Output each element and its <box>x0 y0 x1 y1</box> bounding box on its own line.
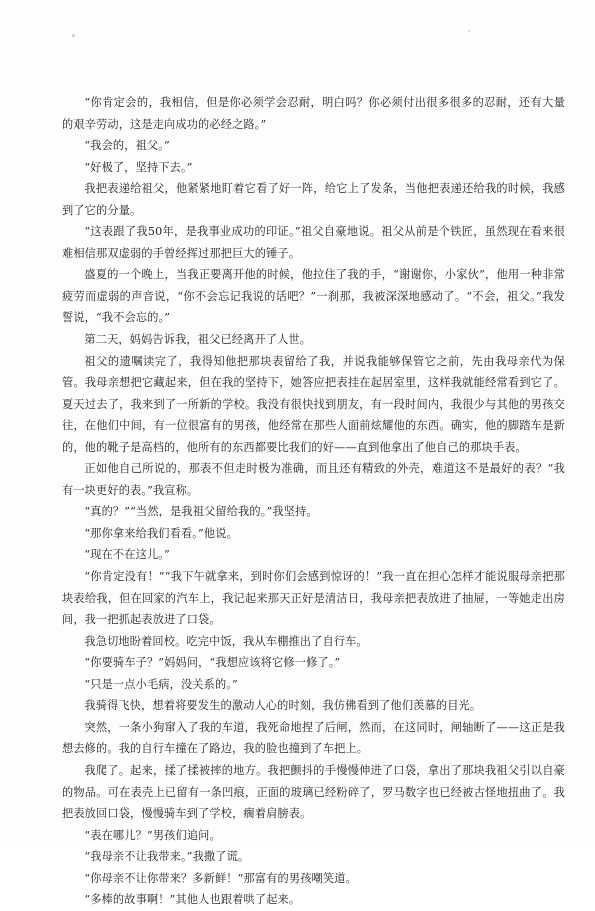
paragraph: 正如他自己所说的，那表不但走时极为准确，而且还有精致的外壳，难道这不是最好的表？“我有一块更好的表。”我宣称。 <box>62 462 565 497</box>
paragraph: “你肯定会的，我相信，但是你必须学会忍耐，明白吗？你必须付出很多很多的忍耐，还有大量的艰辛劳动，这是走向成功的必经之路。” <box>62 96 565 131</box>
paragraph: 盛夏的一个晚上，当我正要离开他的时候，他拉住了我的手，“谢谢你，小家伙”，他用一种非常疲劳而虚弱的声音说，“你不会忘记我说的话吧？”一刹那，我被深深地感动了。“不会，祖父。”我发誓说，“我不会忘的。” <box>62 268 565 325</box>
paragraph: “多棒的故事啊！”其他人也跟着哄了起来。 <box>84 893 301 907</box>
paragraph: “现在不在这儿。” <box>84 548 170 562</box>
paragraph: 第二天，妈妈告诉我，祖父已经离开了人世。 <box>84 333 312 347</box>
paragraph: “表在哪儿？”男孩们追问。 <box>84 828 221 842</box>
paragraph: “真的？”“当然，是我祖父留给我的。”我坚持。 <box>84 505 318 519</box>
scan-speck <box>468 30 470 32</box>
scan-speck <box>72 34 75 37</box>
paragraph: 我急切地盼着回校。吃完中饭，我从车棚推出了自行车。 <box>84 634 368 648</box>
paragraph: “好极了，坚持下去。” <box>84 160 193 174</box>
paragraph: “你母亲不让你带来？多新鲜！”那富有的男孩嘲笑道。 <box>84 871 357 885</box>
body-text <box>62 92 565 911</box>
paragraph: 我把表递给祖父，他紧紧地盯着它看了好一阵，给它上了发条，当他把表递还给我的时候，我感到了它的分量。 <box>62 182 565 217</box>
paragraph: “你肯定没有！”“我下午就拿来，到时你们会感到惊讶的！”我一直在担心怎样才能说服母亲把那块表给我，但在回家的汽车上，我记起来那天正好是清洁日，我母亲把表放进了抽屉，一等她走出房间，我一把抓起表放进了口袋。 <box>62 570 565 627</box>
paragraph: “你要骑车子？”妈妈问，“我想应该将它修一修了。” <box>84 656 341 670</box>
paragraph: “只是一点小毛病，没关系的。” <box>84 677 238 691</box>
paragraph: 祖父的遗嘱读完了，我得知他把那块表留给了我，并说我能够保管它之前，先由我母亲代为保管。我母亲想把它藏起来，但在我的坚持下，她答应把表挂在起居室里，这样我就能经常看到它了。夏天过去了，我来到了一所新的学校。我没有很快找到朋友，有一段时间内，我很少与其他的男孩交往，在他们中间，有一位很富有的男孩，他经常在那些人面前炫耀他的东西。确实，他的脚踏车是新的，他的靴子是高档的，他所有的东西都要比我们的好——直到他拿出了他自己的那块手表。 <box>62 354 565 454</box>
paragraph: “那你拿来给我们看看。”他说。 <box>84 526 238 540</box>
paragraph: “我母亲不让我带来。”我撒了谎。 <box>84 850 250 864</box>
paragraph: “这表跟了我50年，是我事业成功的印证。”祖父自豪地说。祖父从前是个铁匠，虽然现在看来很难相信那双虚弱的手曾经挥过那把巨大的锤子。 <box>62 225 565 260</box>
paragraph: 我骑得飞快，想着将要发生的激动人心的时刻，我仿佛看到了他们羡慕的目光。 <box>84 699 482 713</box>
paragraph: 我爬了。起来，揉了揉被摔的地方。我把颤抖的手慢慢伸进了口袋，拿出了那块我祖父引以自豪的物品。可在表壳上已留有一条凹痕，正面的玻璃已经粉碎了，罗马数字也已经被古怪地扭曲了。我把表放回口袋，慢慢骑车到了学校，瘸着肩膀表。 <box>62 763 565 821</box>
paragraph: “我会的，祖父。” <box>84 139 170 153</box>
paragraph: 突然，一条小狗窜入了我的车道，我死命地捏了后闸，然而，在这同时，闸轴断了——这正是我想去修的。我的自行车撞在了路边，我的脸也撞到了车把上。 <box>62 720 565 756</box>
